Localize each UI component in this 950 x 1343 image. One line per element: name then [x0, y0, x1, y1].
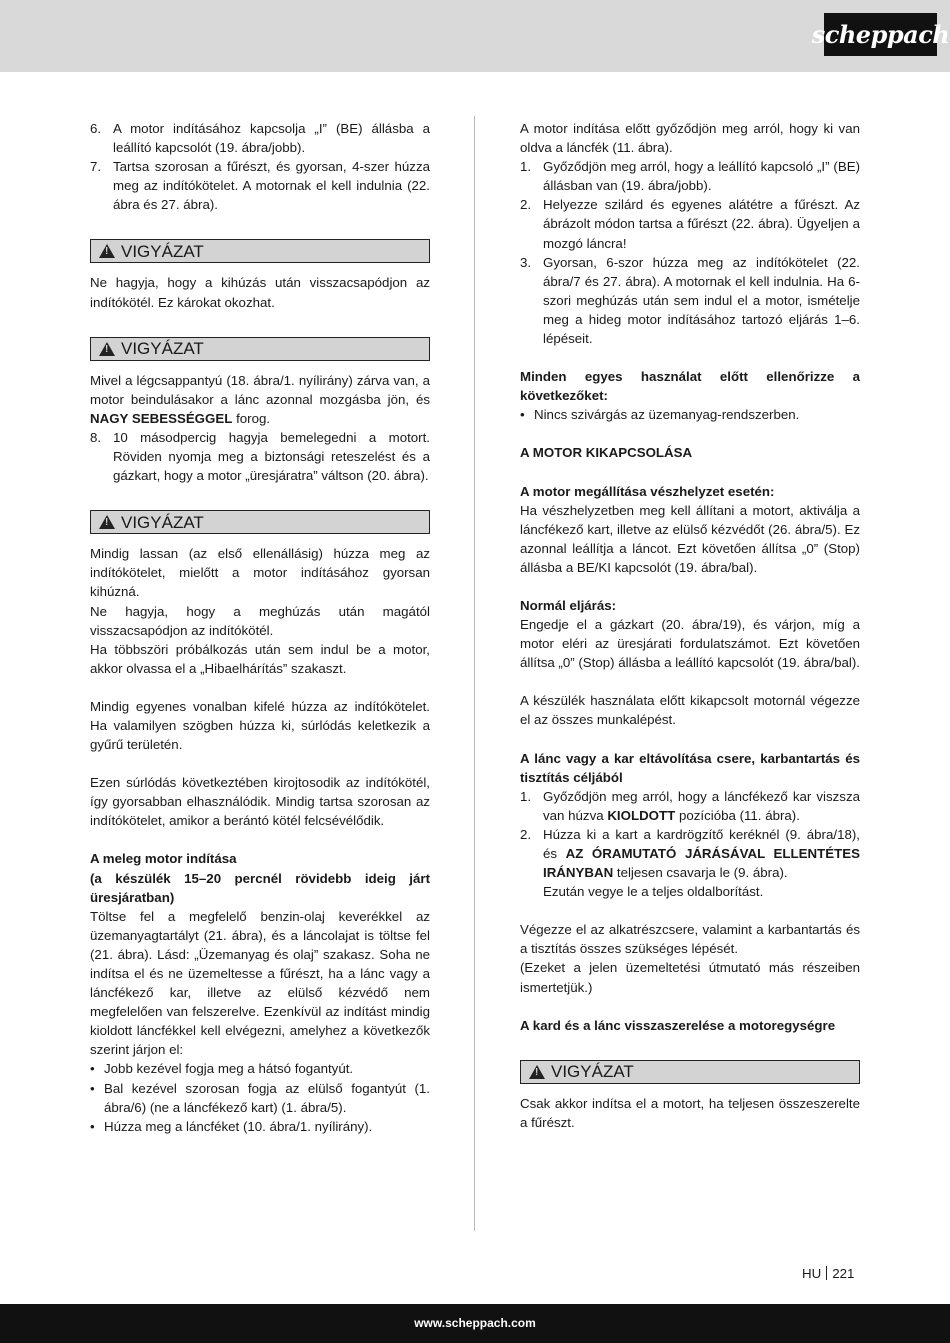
bullet-item: • Bal kezével szorosan fogja az elülső fogantyút (1. ábra/6) (ne a láncfékező kart) (1. ábra/5). — [90, 1080, 430, 1115]
list-item — [90, 428, 430, 485]
list-item: 2. Helyezze szilárd és egyenes alátétre a fűrészt. Az ábrázolt módon tartsa a fűrészt (22. ábra). Ügyeljen a mozgó láncra! — [520, 197, 860, 251]
brand-logo: scheppach — [824, 13, 937, 56]
section-heading: Normál eljárás: — [520, 597, 617, 613]
paragraph: Csak akkor indítsa el a motort, ha teljesen összeszerelte a fűrészt. — [520, 1095, 860, 1130]
paragraph: Ne hagyja, hogy a kihúzás után visszacsapódjon az indítókötél. Ez károkat okozhat. — [90, 275, 430, 310]
warning-icon — [99, 342, 115, 356]
section-heading: A motor megállítása vészhelyzet esetén: — [520, 483, 775, 499]
bullet-item: • Jobb kezével fogja meg a hátsó fogantyút. — [90, 1061, 354, 1077]
warning-box — [90, 239, 430, 263]
website-link[interactable]: www.scheppach.com — [414, 1315, 536, 1330]
page-number: HU 221 — [802, 1266, 855, 1281]
paragraph: Végezze el az alkatrészcsere, valamint a karbantartás és a tisztítás összes szükséges lépését. — [520, 922, 860, 957]
paragraph: Ne hagyja, hogy a meghúzás után magától visszacsapódjon az indítókötél. — [90, 603, 430, 638]
warning-box — [90, 337, 430, 361]
paragraph: Engedje el a gázkart (20. ábra/19), és várjon, míg a motor eléri az üresjárati fordulatszámot. Ezt követően állítsa „0” (Stop) állásba a leállító kapcsolót (19. ábra/bal). — [520, 617, 860, 671]
warning-title: VIGYÁZAT — [121, 339, 204, 359]
list-number: 7. — [90, 159, 102, 175]
list-item: 1. Győződjön meg arról, hogy a leállító kapcsoló „I” (BE) állásban van (19. ábra/jobb). — [520, 159, 860, 194]
warning-title: VIGYÁZAT — [121, 512, 204, 532]
list-number: 6. — [90, 121, 102, 136]
section-heading: A MOTOR KIKAPCSOLÁSA — [520, 445, 693, 461]
list-item — [90, 157, 430, 214]
list-item — [90, 119, 430, 157]
paragraph: A motor indítása előtt győződjön meg arról, hogy ki van oldva a láncfék (11. ábra). — [520, 121, 860, 156]
paragraph: (Ezeket a jelen üzemeltetési útmutató más részeiben ismertetjük.) — [520, 960, 860, 995]
list-text: A motor indításához kapcsolja „I” (BE) állásba a leállító kapcsolót (19. ábra/jobb). — [113, 121, 430, 156]
warning-title: VIGYÁZAT — [551, 1062, 634, 1082]
list-item: 1. Győződjön meg arról, hogy a láncfékező kar viszsza van húzva KIOLDOTT pozícióba (11. ábra). — [520, 788, 860, 823]
paragraph: Mindig egyenes vonalban kifelé húzza az indítókötelet. Ha valamilyen szögben húzza ki, súrlódás keletkezik a gyűrű területén. — [90, 698, 430, 753]
list-item: 3. Gyorsan, 6-szor húzza meg az indítókötelet (22. ábra/7 és 27. ábra). A motornak el kell indulnia. Ha 6-szori meghúzás után sem indul el a motor, ismételje meg a hideg motor indításához tartozó eljárás 1–6. lépéseit. — [520, 254, 860, 347]
list-text: Tartsa szorosan a fűrészt, és gyorsan, 4-szer húzza meg az indítókötelet. A motornak el kell indulnia (22. ábra és 27. ábra). — [113, 159, 430, 213]
section-heading: Minden egyes használat előtt ellenőrizze a következőket: — [520, 369, 860, 404]
bullet-item: • Nincs szivárgás az üzemanyag-rendszerben. — [520, 407, 800, 423]
paragraph: Töltse fel a megfelelő benzin-olaj keverékkel az üzemanyagtartályt (21. ábra), és a láncolajat is töltse fel (21. ábra). Lásd: „Üzemanyag és olaj” szakasz. Soha ne indítsa el és ne üzemeltesse a fűrészt, ha a lánc vagy a láncfékező kar, illetve az elülső kézvédő nem megfelelően van felszerelve. Ezenkívül az indítást mindig kioldott láncfékkel kell elvégezni, amelyhez a következők szerint járjon el: — [90, 908, 430, 1058]
paragraph: Mivel a légcsappantyú (18. ábra/1. nyílirány) zárva van, a motor beindulásakor a lánc azonnal mozgásba jön, és NAGY SEBESSÉGGEL forog. — [90, 372, 430, 426]
list-item: 2. Húzza ki a kart a kardrögzítő keréknél (9. ábra/18), és AZ ÓRAMUTATÓ JÁRÁSÁVAL ELLENTÉTES IRÁNYBAN teljesen csavarja le (9. ábra). Ezután vegye le a teljes oldalborítást. — [520, 826, 860, 900]
footer-bar — [0, 1304, 950, 1343]
paragraph: Ezen súrlódás következtében kirojtosodik az indítókötél, így gyorsabban elhasználódik. Mindig tartsa szorosan az indítókötelet, amikor a berántó kötél felcsévélődik. — [90, 775, 430, 829]
bullet-item: • Húzza meg a láncféket (10. ábra/1. nyílirány). — [90, 1118, 373, 1134]
paragraph: Ha többszöri próbálkozás után sem indul be a motor, akkor olvassa el a „Hibaelhárítás” szakaszt. — [90, 641, 430, 676]
warning-box — [520, 1060, 860, 1084]
section-heading: A lánc vagy a kar eltávolítása csere, karbantartás és tisztítás céljából — [520, 750, 860, 785]
list-number: 8. — [90, 429, 102, 445]
warning-title: VIGYÁZAT — [121, 241, 204, 261]
section-subheading: (a készülék 15–20 percnél rövidebb ideig járt üresjáratban) — [90, 870, 430, 905]
paragraph: Mindig lassan (az első ellenállásig) húzza meg az indítókötelet, mielőtt a motor indításához gyorsan kihúzná. — [90, 546, 430, 600]
column-divider — [474, 116, 475, 1231]
warning-icon — [99, 244, 115, 258]
header-bar — [0, 0, 950, 72]
warning-icon — [529, 1065, 545, 1079]
paragraph: Ha vészhelyzetben meg kell állítani a motort, aktiválja a láncfékező kart, illetve az elülső kézvédőt (26. ábra/5). Ez azonnal leállítja a láncot. Ezt követően állítsa „0” (Stop) állásba a BE/KI kapcsolót (19. ábra/bal). — [520, 502, 860, 575]
list-text: 10 másodpercig hagyja bemelegedni a motort. Röviden nyomja meg a biztonsági reteszelést és a gázkart, hogy a motor „üresjáratra” váltson (20. ábra). — [113, 429, 430, 484]
paragraph: A készülék használata előtt kikapcsolt motornál végezze el az összes munkalépést. — [520, 693, 860, 728]
warning-box — [90, 510, 430, 534]
right-column — [520, 119, 860, 1132]
section-heading: A kard és a lánc visszaszerelése a motoregységre — [520, 1017, 836, 1033]
warning-icon — [99, 515, 115, 529]
section-heading: A meleg motor indítása — [90, 851, 237, 867]
left-column — [90, 119, 430, 1136]
